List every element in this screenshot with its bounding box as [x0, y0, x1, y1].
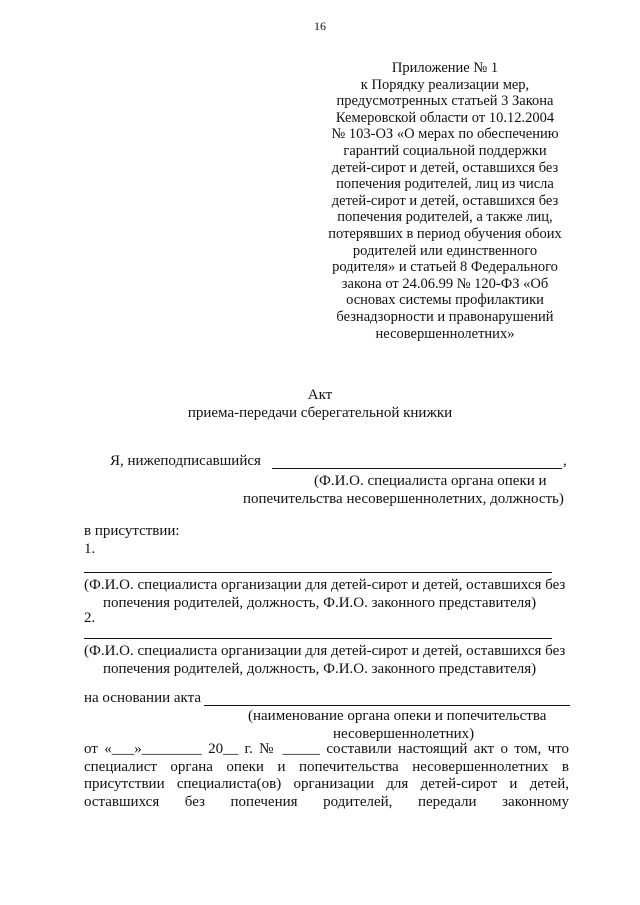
appendix-line: детей-сирот и детей, оставшихся без	[331, 159, 559, 176]
appendix-line: предусмотренных статьей 3 Закона	[336, 93, 554, 110]
appendix-line: попечения родителей, а также лиц,	[337, 209, 553, 226]
appendix-line: гарантий социальной поддержки	[343, 142, 547, 159]
body-line: присутствии специалиста(ов) организации для детей-сирот и детей,	[84, 776, 569, 793]
appendix-line: № 103-ОЗ «О мерах по обеспечению	[331, 126, 559, 143]
appendix-line: попечения родителей, лиц из числа	[336, 176, 554, 193]
appendix-line: безнадзорности и правонарушений	[336, 308, 554, 325]
presence-item-hint-line2: попечения родителей, должность, Ф.И.О. законного представителя)	[103, 661, 537, 677]
appendix-line: потерявших в период обучения обоих	[328, 225, 562, 242]
body-line: оставшихся без попечения родителей, передали законному	[84, 794, 569, 811]
presence-item-hint-line1: (Ф.И.О. специалиста организации для детей-сирот и детей, оставшихся без	[84, 577, 566, 593]
body-line: специалист органа опеки и попечительства несовершеннолетних в	[84, 758, 569, 775]
page-number: 16	[314, 19, 326, 33]
undersigned-hint-line1: (Ф.И.О. специалиста органа опеки и	[314, 473, 547, 489]
appendix-line: к Порядку реализации мер,	[360, 76, 530, 93]
appendix-header	[300, 60, 590, 342]
appendix-line: несовершеннолетних»	[375, 325, 515, 342]
appendix-line: родителя» и статьей 8 Федерального	[332, 259, 558, 276]
presence-item-number: 1.	[84, 541, 96, 557]
act-subtitle: приема-передачи сберегательной книжки	[187, 405, 453, 421]
body-paragraph	[84, 741, 569, 812]
appendix-line: Кемеровской области от 10.12.2004	[335, 109, 555, 126]
act-title: Акт	[307, 387, 333, 403]
basis-fill-line	[204, 705, 570, 706]
appendix-line: Приложение № 1	[391, 60, 499, 76]
undersigned-hint-line2: попечительства несовершеннолетних, должность)	[243, 491, 564, 507]
appendix-line: основах системы профилактики	[346, 292, 544, 309]
undersigned-fill-line	[272, 468, 562, 469]
presence-label: в присутствии:	[84, 523, 180, 539]
presence-item-fill-line	[84, 638, 552, 639]
presence-item-hint-line1: (Ф.И.О. специалиста организации для детей-сирот и детей, оставшихся без	[84, 643, 566, 659]
basis-hint-line2: несовершеннолетних)	[333, 726, 475, 742]
basis-hint-line1: (наименование органа опеки и попечительства	[248, 708, 547, 724]
appendix-line: детей-сирот и детей, оставшихся без	[331, 192, 559, 209]
basis-label: на основании акта	[84, 690, 202, 706]
presence-item-hint-line2: попечения родителей, должность, Ф.И.О. законного представителя)	[103, 595, 537, 611]
undersigned-label: Я, нижеподписавшийся	[110, 453, 261, 469]
presence-item-number: 2.	[84, 610, 96, 626]
body-line: от «___»________ 20__ г. № _____ составили настоящий акт о том, что	[84, 741, 569, 757]
presence-item-fill-line	[84, 572, 552, 573]
appendix-line: закона от 24.06.99 № 120-ФЗ «Об	[341, 275, 549, 292]
appendix-line: родителей или единственного	[352, 242, 538, 259]
undersigned-comma: ,	[563, 453, 567, 469]
